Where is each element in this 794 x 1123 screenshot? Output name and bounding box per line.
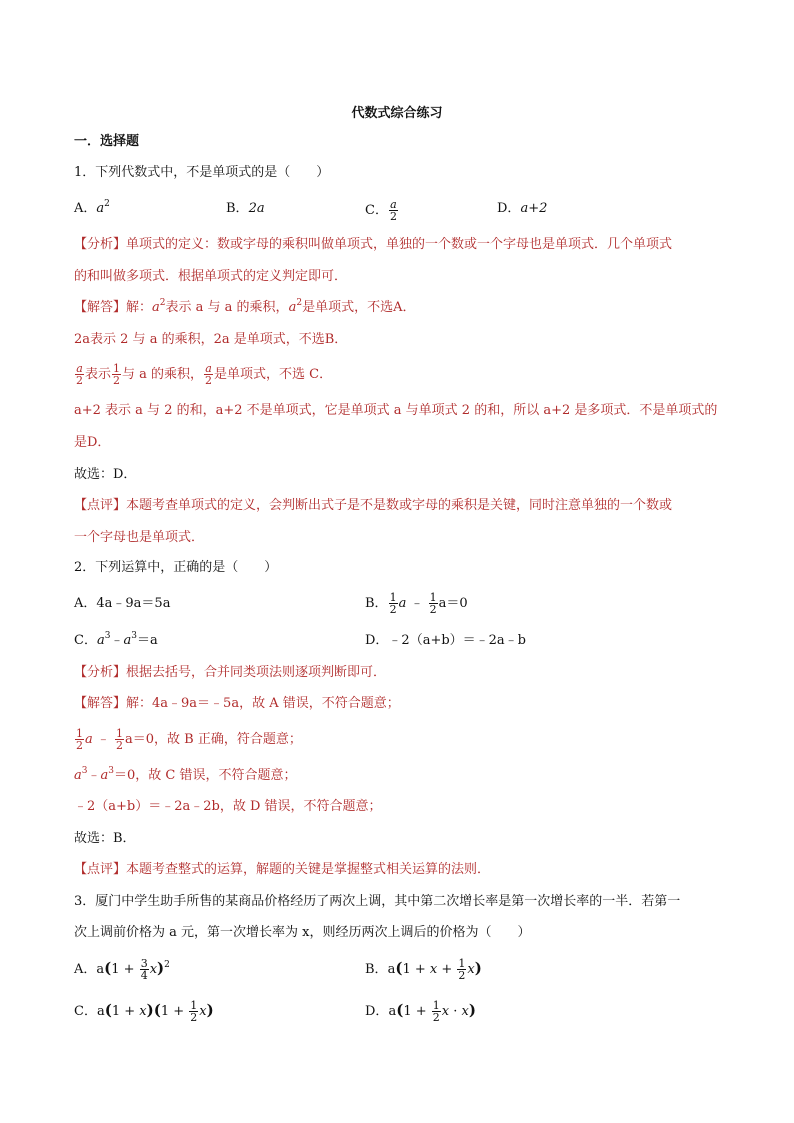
q2-comment: 【点评】本题考查整式的运算，解题的关键是掌握整式相关运算的法则． — [74, 862, 491, 877]
q2-option-c: C．$a^3﹣a^3=a$ — [74, 631, 158, 648]
q2-option-b: B． $\frac{1}{2}$ a ﹣ $\frac{1}{2}$ a＝0 — [365, 591, 468, 616]
q1-answer-line-4: a+2 表示 a 与 2 的和，a+2 不是单项式，它是单项式 a 与单项式 2 的和，所以 a+2 是多项式．不是单项式的 — [74, 403, 718, 418]
q1-option-b: B．2a — [226, 201, 265, 216]
q2-analysis: 【分析】根据去括号，合并同类项法则逐项判断即可． — [74, 665, 387, 680]
q2-option-d: D．﹣2（a+b）＝﹣2a﹣b — [365, 633, 527, 648]
q2-answer-line-4: ﹣2（a+b）＝﹣2a﹣2b，故 D 错误，不符合题意； — [74, 799, 382, 814]
question-3-stem-line-2: 次上调前价格为 a 元，第一次增长率为 x，则经历两次上调后的价格为（ ） — [74, 925, 531, 940]
q3-option-c: C．a(1 + x)(1 + $\frac{1}{2}$ x) — [74, 999, 214, 1024]
question-1-stem: 1．下列代数式中，不是单项式的是（ ） — [74, 165, 330, 180]
q1-answer-line-2: 2a表示 2 与 a 的乘积，2a 是单项式，不选B． — [74, 332, 348, 347]
q1-answer-line-1: 【解答】解：$a^2$表示 a 与 a 的乘积，$a^2$是单项式，不选A． — [74, 298, 416, 315]
q1-choice: 故选：D． — [74, 467, 137, 482]
section-heading: 一．选择题 — [74, 134, 140, 149]
q1-comment-line-2: 一个字母也是单项式． — [74, 530, 205, 545]
q1-option-d: D．a+2 — [497, 201, 548, 216]
q1-answer-line-3: $\frac{a}{2}$ 表示 $\frac{1}{2}$ 与 a 的乘积， $\frac{a}{2}$ 是单项式，不选 C． — [76, 362, 333, 387]
document-title: 代数式综合练习 — [351, 106, 443, 121]
q1-comment-line-1: 【点评】本题考查单项式的定义，会判断出式子是不是数或字母的乘积是关键，同时注意单独的一个数或 — [74, 498, 673, 513]
q3-option-b: B．a(1 + x + $\frac{1}{2}$ x) — [365, 957, 482, 982]
q2-answer-line-1: 【解答】解：4a﹣9a＝﹣5a，故 A 错误，不符合题意； — [74, 696, 400, 711]
q1-answer-line-5: 是D． — [74, 435, 111, 450]
q1-analysis-line-2: 的和叫做多项式．根据单项式的定义判定即可． — [74, 269, 348, 284]
q3-option-a: A．a(1 + $\frac{3}{4}$ x)$^2$ — [74, 957, 170, 982]
question-3-stem-line-1: 3．厦门中学生助手所售的某商品价格经历了两次上调，其中第二次增长率是第一次增长率的一半．若第一 — [74, 894, 681, 909]
q2-answer-line-3: $a^3﹣a^3=0$，故 C 错误，不符合题意； — [74, 766, 297, 783]
q2-option-a: A．4a﹣9a＝5a — [74, 596, 171, 611]
q1-analysis-line-1: 【分析】单项式的定义：数或字母的乘积叫做单项式，单独的一个数或一个字母也是单项式．几个单项式 — [74, 237, 673, 252]
q1-option-a: A．$a^2$ — [74, 199, 110, 216]
question-2-stem: 2．下列运算中，正确的是（ ） — [74, 560, 278, 575]
q3-option-d: D．a(1 + $\frac{1}{2}$ x · x) — [365, 999, 476, 1024]
q1-option-c: C． $\frac{a}{2}$ — [365, 198, 397, 223]
q2-answer-line-2: $\frac{1}{2}$ a ﹣ $\frac{1}{2}$ a＝0，故 B 正确，符合题意； — [76, 727, 302, 752]
q2-choice: 故选：B． — [74, 831, 136, 846]
